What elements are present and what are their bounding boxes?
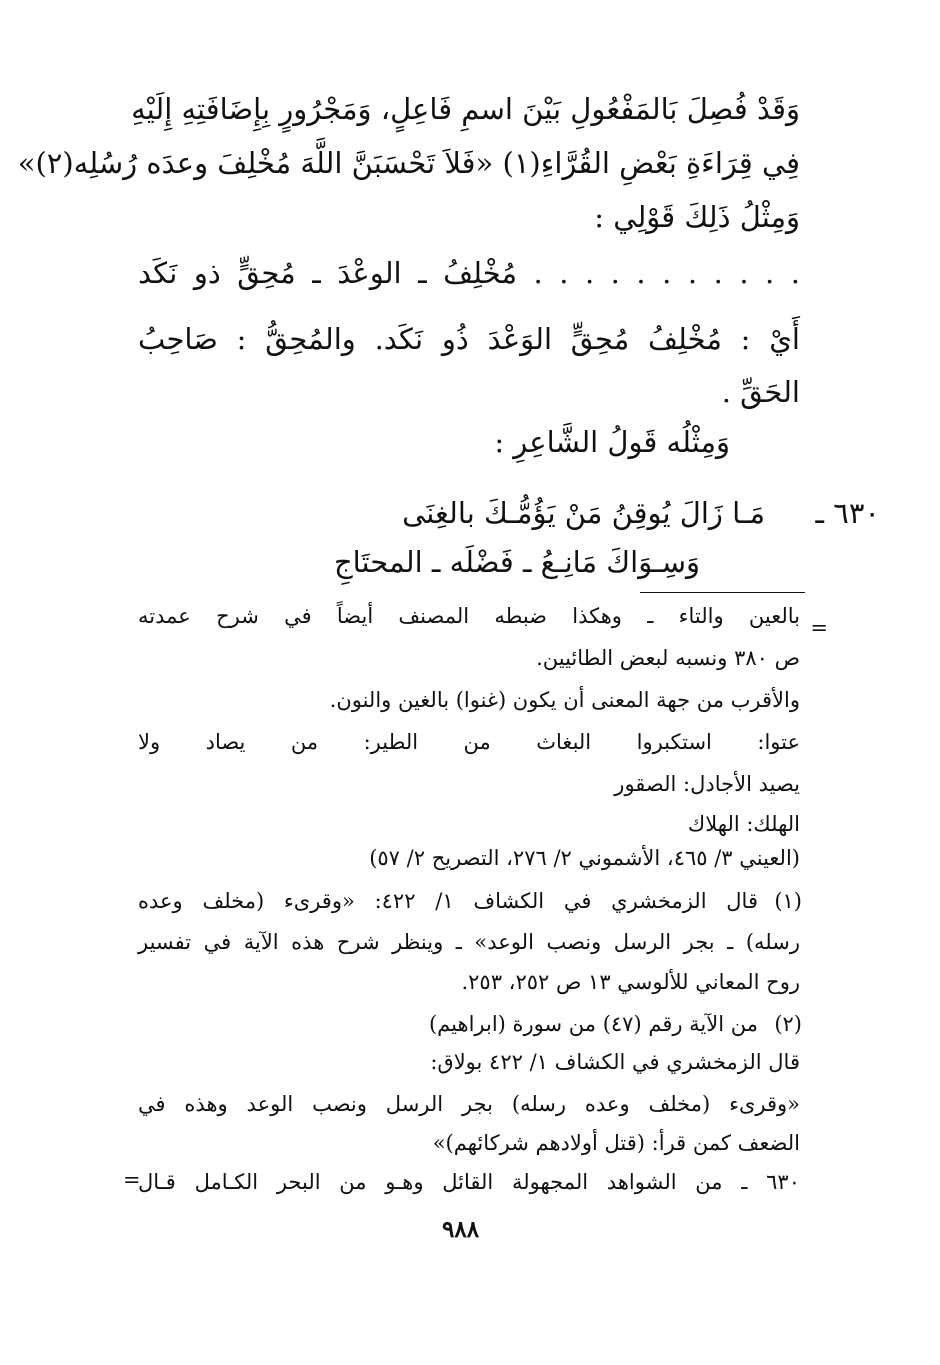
verse-line-1: مَـا زَالَ يُوقِنُ مَنْ يَؤُمُّـكَ بالغِنَى	[402, 496, 765, 530]
footnote-line-7: (العيني ٣/ ٤٦٥، الأشموني ٢/ ٢٧٦، التصريح ٢/ ٥٧)	[369, 846, 800, 870]
footnote-separator	[640, 592, 805, 593]
main-line-5: أَيْ : مُخْلِفُ مُحِقٍّ الوَعْدَ ذُو نَكَد. والمُحِقُّ : صَاحِبُ	[138, 322, 800, 356]
footnote-line-3: والأقرب من جهة المعنى أن يكون (غنوا) بالغين والنون.	[329, 688, 800, 712]
note-630-line: ٦٣٠ ـ من الشواهد المجهولة القائل وهـو من البحر الكـامل قـال	[138, 1170, 800, 1194]
main-line-2: فِي قِرَاءَةِ بَعْضِ القُرَّاءِ(١) «فَلاَ تَحْسَبَنَّ اللَّهَ مُخْلِفَ وعدَه رُسُلِه(٢)»	[17, 146, 800, 180]
main-line-6: الحَقِّ .	[721, 375, 800, 409]
note-2-line-1: من الآية رقم (٤٧) من سورة (ابراهيم)	[428, 1012, 758, 1036]
continuation-marker: =	[810, 616, 828, 640]
note-1-line-3: روح المعاني للألوسي ١٣ ص ٢٥٢، ٢٥٣.	[461, 970, 800, 994]
main-line-3: وَمِثْلُ ذَلِكَ قَوْلِي :	[594, 200, 800, 234]
last-note-marker: =	[123, 1168, 141, 1192]
note-2-label: (٢)	[774, 1012, 802, 1036]
note-1-line-2: رسله) ـ بجر الرسل ونصب الوعد» ـ وينظر شرح هذه الآية في تفسير	[138, 930, 800, 954]
verse-number: ٦٣٠ ـ	[815, 496, 880, 530]
main-line-1: وَقَدْ فُصِلَ بَالمَفْعُولِ بَيْنَ اسمِ فَاعِلٍ، وَمَجْرُورٍ بِإِضَافَتِهِ إِلَيْهِ	[131, 92, 800, 126]
note-2-line-4: الضعف كمن قرأ: (قتل أولادهم شركائهم)»	[432, 1131, 800, 1155]
note-1-label: (١)	[774, 889, 802, 913]
footnote-line-1: بالعين والتاء ـ وهكذا ضبطه المصنف أيضاً في شرح عمدته	[138, 604, 800, 628]
note-2-line-3: «وقرىء (مخلف وعده رسله) بجر الرسل ونصب الوعد وهذه في	[138, 1092, 800, 1116]
verse-fragment-line: . . . . . . . . . . . مُخْلِفُ ـ الوعْدَ ـ مُحِقٍّ ذو نَكَد	[138, 256, 800, 290]
footnote-line-2: ص ٣٨٠ ونسبه لبعض الطائيين.	[536, 646, 800, 670]
footnote-line-6: الهلك: الهلاك	[687, 812, 800, 836]
page-number: ٩٨٨	[442, 1216, 480, 1243]
footnote-line-5: يصيد الأجادل: الصقور	[614, 772, 800, 796]
main-line-7: وَمِثْلُه قَولُ الشَّاعِرِ :	[494, 425, 730, 459]
note-1-line-1: قال الزمخشري في الكشاف ١/ ٤٢٢: «وقرىء (مخلف وعده	[138, 889, 758, 913]
verse-line-2: وَسِـوَاكَ مَانِـعُ ـ فَضْلَه ـ المحتَاجِ	[333, 545, 700, 579]
note-2-line-2: قال الزمخشري في الكشاف ١/ ٤٢٢ بولاق:	[430, 1050, 800, 1074]
footnote-line-4: عتوا: استكبروا البغاث من الطير: من يصاد ولا	[138, 730, 800, 754]
